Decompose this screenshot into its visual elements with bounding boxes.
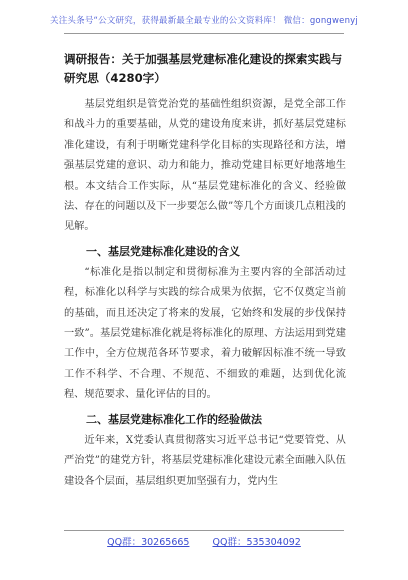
document-title: 调研报告：关于加强基层党建标准化建设的探索实践与研究思（4280字） bbox=[64, 52, 343, 85]
footer bbox=[0, 534, 408, 548]
section-2-paragraph: 近年来，X党委认真贯彻落实习近平总书记“党要管党、从严治党”的建党方针，将基层党建标准化建设元素全面融入队伍建设各个层面，基层组织更加坚强有力，党内生 bbox=[64, 434, 346, 487]
section-2-heading: 二、基层党建标准化工作的经验做法 bbox=[86, 412, 262, 426]
footer-qq-group-2[interactable]: QQ群：535304092 bbox=[212, 537, 301, 548]
document-body bbox=[64, 50, 346, 492]
header-divider bbox=[64, 33, 344, 34]
intro-paragraph: 基层党组织是管党治党的基础性组织资源，是党全部工作和战斗力的重要基础，从党的建设角度来讲，抓好基层党建标准化建设，有利于明晰党建科学化目标的实现路径和方法，增强基层党建的意识、动力和能力，推动党建目标更好地落地生根。本文结合工作实际，从“基层党建标准化的含义、经验做法、存在的问题以及下一步要怎么做”等几个方面谈几点粗浅的见解。 bbox=[64, 99, 346, 233]
section-1-paragraph: “标准化是指以制定和贯彻标准为主要内容的全部活动过程，标准化以科学与实践的综合成果为依据，它不仅奠定当前的基础，而且还决定了将来的发展，它始终和发展的步伐保持一致”。基层党建标准化就是将标准化的原理、方法运用到党建工作中，全方位规范各环节要求，着力破解因标准不统一导致工作不科学、不合理、不规范、不细致的难题，达到优化流程、规范要求、量化评估的目的。 bbox=[64, 266, 346, 401]
footer-qq-group-1[interactable]: QQ群：30265665 bbox=[107, 537, 190, 548]
header-banner: 关注头条号“公文研究，获得最新最全最专业的公文资料库！ 微信：gongwenyj bbox=[50, 16, 358, 26]
footer-divider bbox=[64, 530, 344, 531]
section-1-heading: 一、基层党建标准化建设的含义 bbox=[86, 244, 240, 258]
